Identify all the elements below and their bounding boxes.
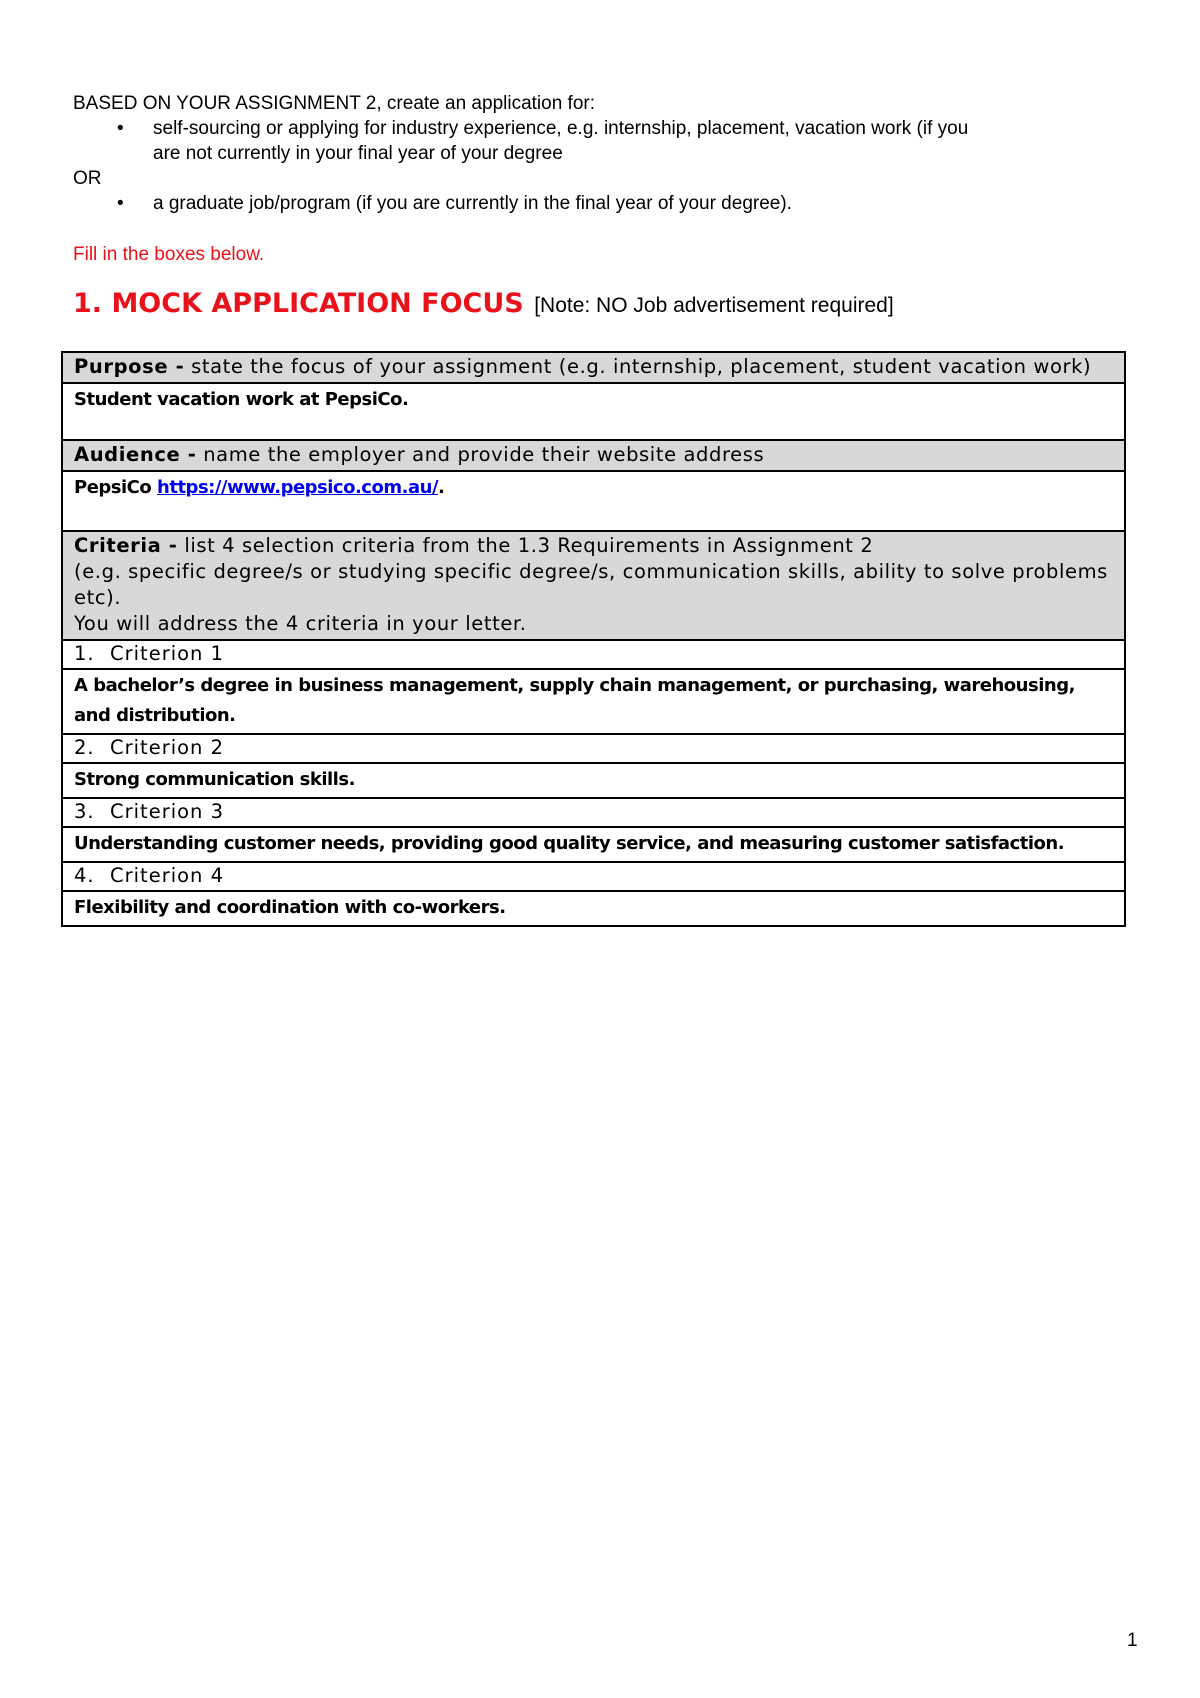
- employer-name: PepsiCo: [74, 477, 152, 498]
- criterion-number: 1.: [74, 642, 95, 665]
- criterion-1-answer: A bachelor’s degree in business management, supply chain management, or purchasing, warehousing, and distribution.: [74, 675, 1075, 726]
- option-list: [73, 116, 1133, 166]
- criterion-number: 3.: [74, 800, 95, 823]
- option-text: self-sourcing or applying for industry experience, e.g. internship, placement, vacation work (if you: [153, 118, 969, 139]
- criterion-1-answer-box[interactable]: [62, 669, 1125, 734]
- audience-prompt: [62, 440, 1125, 471]
- purpose-answer-box[interactable]: [62, 383, 1125, 440]
- criterion-title: Criterion 2: [110, 736, 225, 759]
- criteria-prompt-note: You will address the 4 criteria in your letter.: [74, 612, 527, 635]
- criteria-prompt-examples: (e.g. specific degree/s or studying specific degree/s, communication skills, ability to solve problems etc).: [74, 560, 1108, 609]
- criterion-title: Criterion 1: [110, 642, 225, 665]
- criterion-3-answer-row: [62, 827, 1125, 862]
- criterion-4-answer-box[interactable]: [62, 891, 1125, 926]
- criterion-3-label: [62, 798, 1125, 827]
- intro-line: BASED ON YOUR ASSIGNMENT 2, create an application for:: [73, 93, 596, 114]
- criterion-2-label: [62, 734, 1125, 763]
- criterion-4-answer-row: [62, 891, 1125, 926]
- section-title: 1. MOCK APPLICATION FOCUS: [73, 288, 524, 319]
- option-list-2: [73, 191, 1133, 216]
- audience-prompt-text: name the employer and provide their website address: [203, 443, 765, 466]
- audience-header-row: [62, 440, 1125, 471]
- criterion-1-label-row: [62, 640, 1125, 669]
- criterion-4-label: [62, 862, 1125, 891]
- audience-label: Audience -: [74, 443, 197, 466]
- or-text: OR: [73, 168, 102, 189]
- page-number: 1: [1127, 1630, 1138, 1651]
- purpose-prompt: [62, 352, 1125, 383]
- section-note: [Note: NO Job advertisement required]: [534, 294, 894, 317]
- criterion-2-answer: Strong communication skills.: [74, 769, 355, 790]
- purpose-header-row: [62, 352, 1125, 383]
- audience-answer-row: [62, 471, 1125, 531]
- criterion-number: 2.: [74, 736, 95, 759]
- option-industry-experience: [73, 116, 1133, 166]
- employer-website-link[interactable]: https://www.pepsico.com.au/: [157, 477, 438, 498]
- criteria-label: Criteria -: [74, 534, 178, 557]
- criterion-4-answer: Flexibility and coordination with co-workers.: [74, 897, 506, 918]
- audience-answer-end: .: [437, 477, 445, 498]
- application-focus-table: [61, 351, 1126, 927]
- criterion-title: Criterion 3: [110, 800, 225, 823]
- purpose-answer: Student vacation work at PepsiCo.: [74, 389, 409, 410]
- section-heading: [73, 288, 894, 319]
- criteria-prompt: [62, 531, 1125, 640]
- criterion-3-answer: Understanding customer needs, providing good quality service, and measuring customer satisfaction.: [74, 833, 1065, 854]
- option-text-cont: are not currently in your final year of your degree: [153, 143, 563, 164]
- criterion-3-answer-box[interactable]: [62, 827, 1125, 862]
- option-graduate-job: [73, 191, 1133, 216]
- purpose-answer-row: [62, 383, 1125, 440]
- criteria-prompt-text: list 4 selection criteria from the 1.3 Requirements in Assignment 2: [184, 534, 874, 557]
- criterion-2-answer-row: [62, 763, 1125, 798]
- purpose-prompt-text: state the focus of your assignment (e.g. internship, placement, student vacation work): [191, 355, 1092, 378]
- criterion-4-label-row: [62, 862, 1125, 891]
- bullet-icon: •: [117, 118, 124, 139]
- bullet-icon: •: [117, 193, 124, 214]
- criterion-1-answer-row: [62, 669, 1125, 734]
- criterion-2-answer-box[interactable]: [62, 763, 1125, 798]
- purpose-label: Purpose -: [74, 355, 185, 378]
- criterion-title: Criterion 4: [110, 864, 225, 887]
- criterion-number: 4.: [74, 864, 95, 887]
- criterion-3-label-row: [62, 798, 1125, 827]
- fill-instruction: Fill in the boxes below.: [73, 244, 265, 265]
- criterion-2-label-row: [62, 734, 1125, 763]
- criteria-header-row: [62, 531, 1125, 640]
- intro-section: [73, 91, 1133, 216]
- option-text: a graduate job/program (if you are currently in the final year of your degree).: [153, 193, 792, 214]
- audience-answer-box[interactable]: [62, 471, 1125, 531]
- criterion-1-label: [62, 640, 1125, 669]
